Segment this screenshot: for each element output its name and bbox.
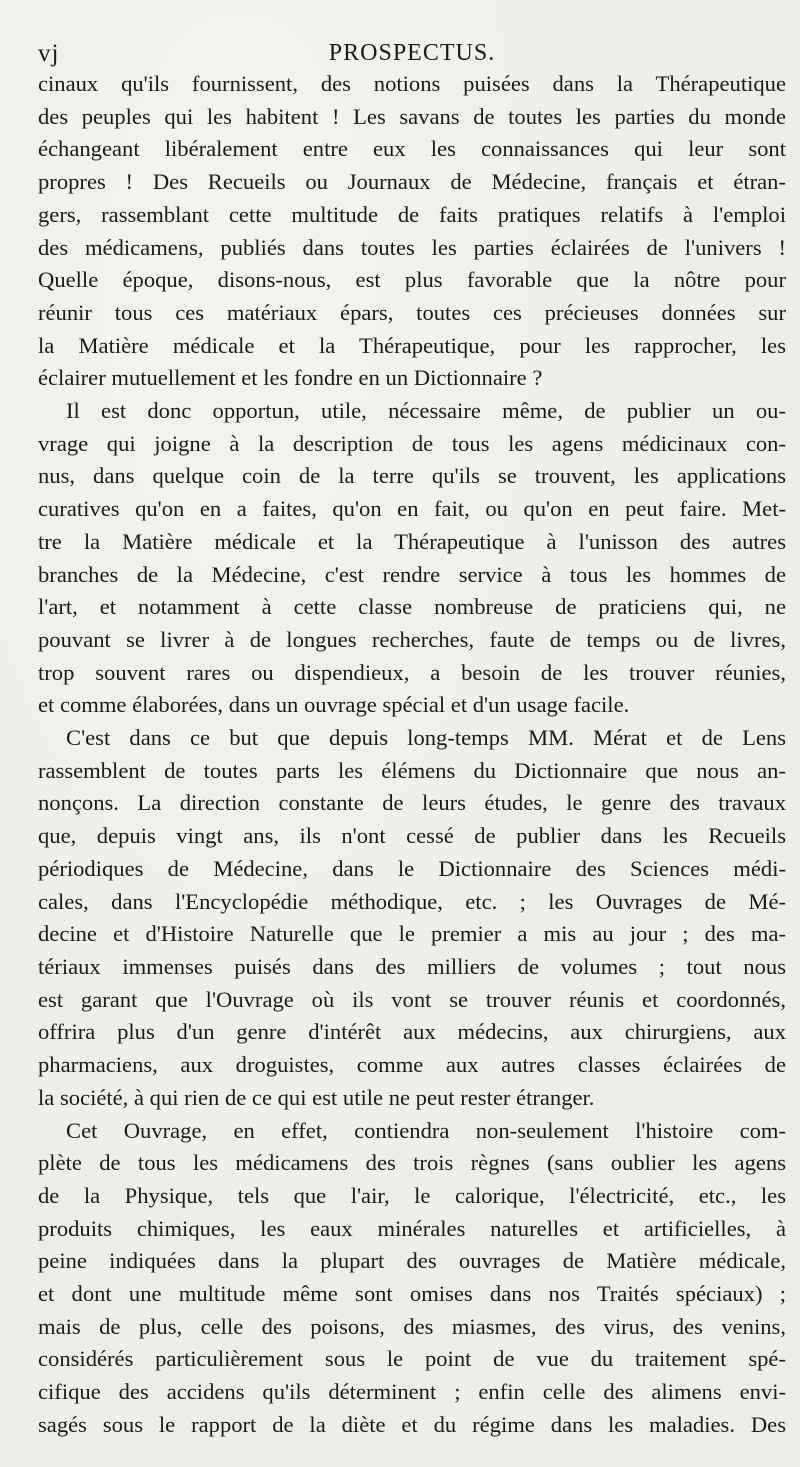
text-line: éclairer mutuellement et les fondre en un Dictionnaire ? — [38, 365, 543, 391]
text-line: branches de la Médecine, c'est rendre service à tous les hommes de — [38, 561, 786, 587]
text-line: cinaux qu'ils fournissent, des notions puisées dans la Thérapeutique — [38, 71, 786, 96]
paragraph — [38, 68, 786, 395]
text-line: Cet Ouvrage, en effet, contiendra non-seulement l'histoire com- — [66, 1117, 786, 1143]
text-line: des peuples qui les habitent ! Les savans de toutes les parties du monde — [38, 103, 786, 129]
text-line: Il est donc opportun, utile, nécessaire même, de publier un ou- — [66, 398, 786, 424]
text-line: échangeant libéralement entre eux les connaissances qui leur sont — [38, 136, 786, 162]
text-line: sagés sous le rapport de la diète et du régime dans les maladies. Des — [38, 1411, 786, 1437]
text-line: Quelle époque, disons-nous, est plus favorable que la nôtre pour — [38, 267, 786, 293]
text-line: périodiques de Médecine, dans le Dictionnaire des Sciences médi- — [38, 855, 786, 881]
text-line: est garant que l'Ouvrage où ils vont se trouver réunis et coordonnés, — [38, 986, 786, 1012]
text-line: gers, rassemblant cette multitude de faits pratiques relatifs à l'emploi — [38, 201, 786, 227]
text-line: C'est dans ce but que depuis long-temps MM. Mérat et de Lens — [66, 725, 786, 751]
paragraph — [38, 722, 786, 1114]
paragraph — [38, 1115, 786, 1442]
text-line: et dont une multitude même sont omises dans nos Traités spéciaux) ; — [38, 1281, 786, 1307]
text-line: la société, à qui rien de ce qui est utile ne peut rester étranger. — [38, 1084, 595, 1110]
text-line: vrage qui joigne à la description de tous les agens médicinaux con- — [38, 430, 786, 456]
text-line: l'art, et notamment à cette classe nombreuse de praticiens qui, ne — [38, 594, 786, 620]
text-line: pharmaciens, aux droguistes, comme aux autres classes éclairées de — [38, 1052, 786, 1078]
text-line: mais de plus, celle des poisons, des miasmes, des virus, des venins, — [38, 1313, 786, 1339]
body-text — [38, 68, 786, 1442]
text-line: propres ! Des Recueils ou Journaux de Médecine, français et étran- — [38, 169, 786, 195]
text-line: la Matière médicale et la Thérapeutique, pour les rapprocher, les — [38, 332, 786, 358]
text-line: plète de tous les médicamens des trois règnes (sans oublier les agens — [38, 1150, 786, 1176]
text-line: tre la Matière médicale et la Thérapeutique à l'unisson des autres — [38, 528, 786, 554]
page-number: vj — [38, 40, 60, 67]
text-line: curatives qu'on en a faites, qu'on en fait, ou qu'on en peut faire. Met- — [38, 496, 786, 522]
text-line: et comme élaborées, dans un ouvrage spécial et d'un usage facile. — [38, 692, 630, 718]
text-line: nonçons. La direction constante de leurs études, le genre des travaux — [38, 790, 786, 816]
text-line: des médicamens, publiés dans toutes les parties éclairées de l'univers ! — [38, 234, 786, 260]
text-line: nus, dans quelque coin de la terre qu'ils se trouvent, les applications — [38, 463, 786, 489]
paragraph — [38, 395, 786, 722]
text-line: rassemblent de toutes parts les élémens du Dictionnaire que nous an- — [38, 757, 786, 783]
text-line: que, depuis vingt ans, ils n'ont cessé de publier dans les Recueils — [38, 823, 786, 849]
text-line: pouvant se livrer à de longues recherches, faute de temps ou de livres, — [38, 626, 786, 652]
text-line: cifique des accidens qu'ils déterminent ; enfin celle des alimens envi- — [38, 1379, 786, 1405]
text-line: tériaux immenses puisés dans des milliers de volumes ; tout nous — [38, 953, 786, 979]
text-line: réunir tous ces matériaux épars, toutes ces précieuses données sur — [38, 299, 786, 325]
text-line: de la Physique, tels que l'air, le calorique, l'électricité, etc., les — [38, 1182, 786, 1208]
text-line: peine indiquées dans la plupart des ouvrages de Matière médicale, — [38, 1248, 786, 1274]
running-head: PROSPECTUS. — [328, 40, 496, 66]
text-line: offrira plus d'un genre d'intérêt aux médecins, aux chirurgiens, aux — [38, 1019, 786, 1045]
text-line: trop souvent rares ou dispendieux, a besoin de les trouver réunies, — [38, 659, 786, 685]
text-line: considérés particulièrement sous le point de vue du traitement spé- — [38, 1346, 786, 1372]
text-line: cales, dans l'Encyclopédie méthodique, etc. ; les Ouvrages de Mé- — [38, 888, 786, 914]
text-line: produits chimiques, les eaux minérales naturelles et artificielles, à — [38, 1215, 786, 1241]
page-header — [38, 28, 786, 68]
text-line: decine et d'Histoire Naturelle que le premier a mis au jour ; des ma- — [38, 921, 786, 947]
